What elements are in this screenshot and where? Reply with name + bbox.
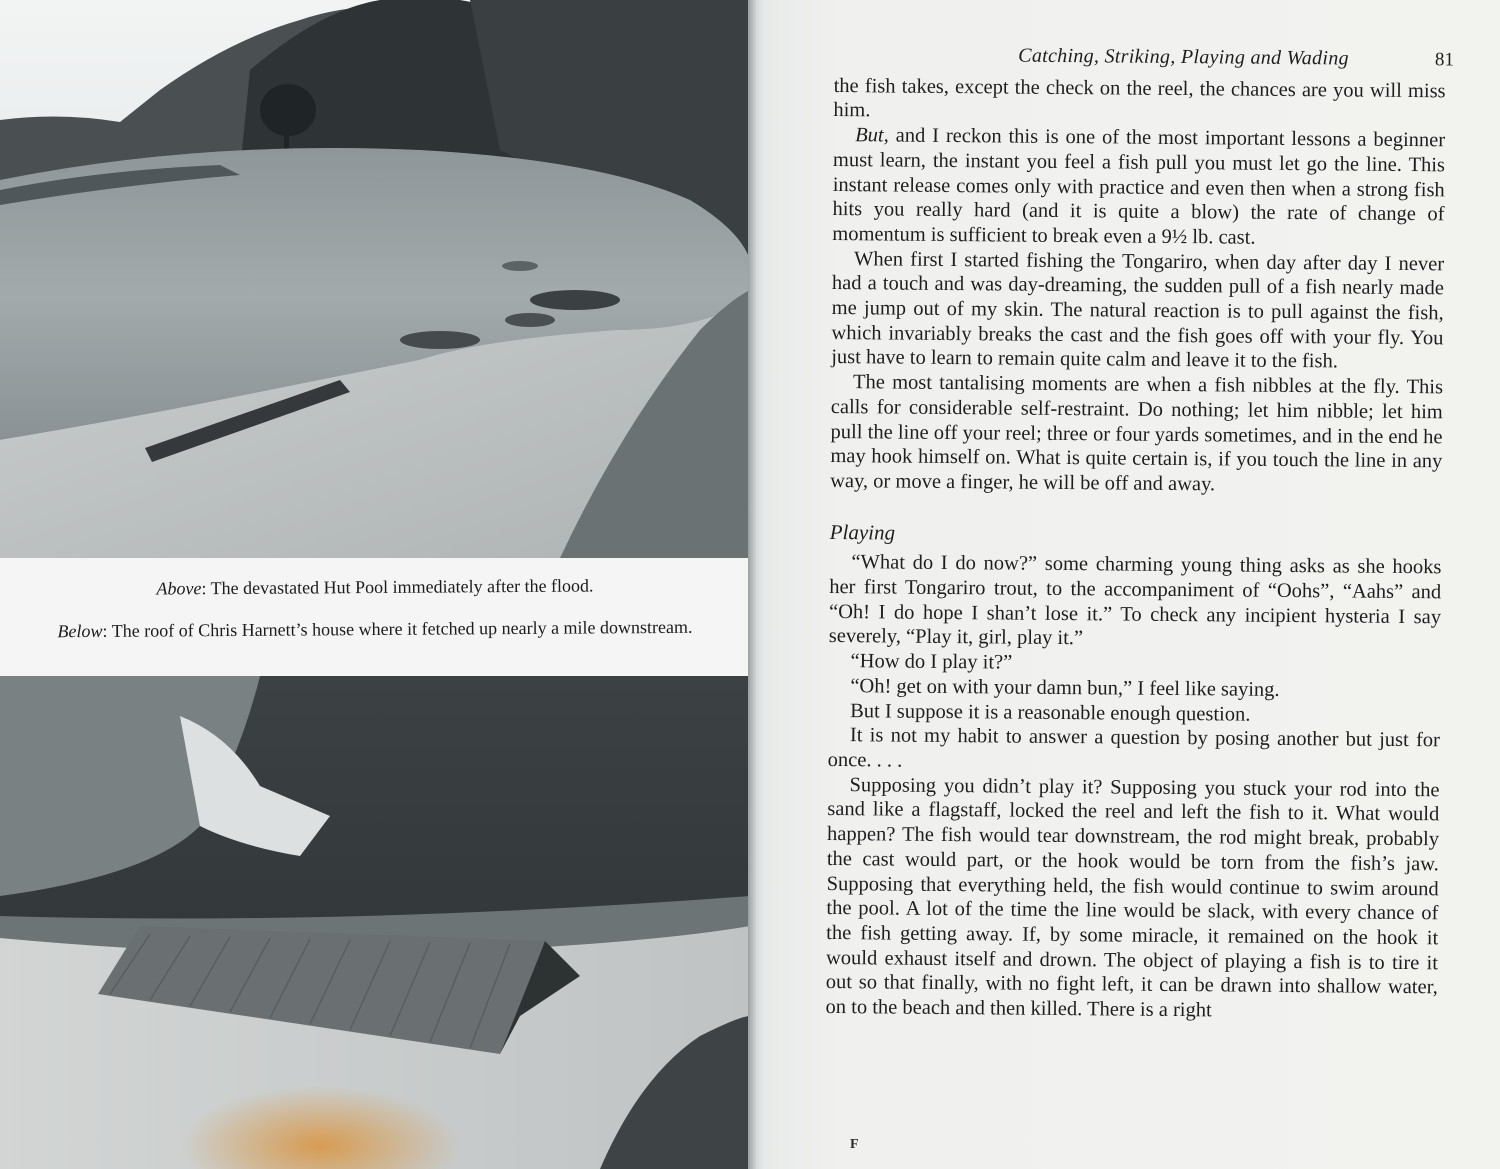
paragraph: The most tantalising moments are when a fish nibbles at the fly. This calls for considerable self-restraint. Do nothing; let him nibble; let him pull the line off your reel; three or four yards sometimes, and in the end he may hook himself on. What is quite certain is, if you touch the line in any way, or move a finger, he will be off and away.: [830, 371, 1444, 496]
house-roof-photo-icon: [0, 676, 750, 1169]
paragraph: “What do I do now?” some charming young thing asks as she hooks her first Tongariro trout, to the accompaniment of “Oohs”, “Aahs” and “Oh! I do hope I shan’t lose it.” To check any incipient hysteria I say severely, “Play it, girl, play it.”: [828, 551, 1442, 650]
caption-above-label: Above: [156, 578, 202, 599]
river-flood-photo: [0, 0, 750, 558]
paragraph: When first I started fishing the Tongariro, when day after day I never had a touch and was day-dreaming, the sudden pull of a fish nearly made me jump out of my skin. The natural reaction is to pull against the fish, which invariably breaks the cast and the fish goes off with your fly. You just have to learn to remain quite calm and leave it to the fish.: [831, 247, 1445, 373]
paragraph-but: [832, 123, 1445, 252]
paragraph: But I suppose it is a reasonable enough question.: [850, 699, 1251, 726]
caption-above-text: : The devastated Hut Pool immediately after the flood.: [201, 575, 594, 599]
caption-below-text: : The roof of Chris Harnett’s house where it fetched up nearly a mile downstream.: [102, 616, 693, 641]
running-head-title: Catching, Striking, Playing and Wading: [1018, 44, 1349, 70]
river-flood-photo-icon: [0, 0, 750, 558]
paragraph: Supposing you didn’t play it? Supposing you stuck your rod into the sand like a flagstaff, locked the reel and left the fish to it. What would happen? The fish would tear downstream, the rod might break, probably the cast would part, or the hook would be torn from the fish’s jaw. Supposing that everything held, the fish would continue to swim around the pool. A lot of the time the line would be slack, with every chance of the fish getting away. If, by some miracle, it remained on the hook it would exhaust itself and drown. The object of playing a fish is to tire it out so that finally, with no fight left, it can be drawn into shallow water, on to the beach and then killed. There is a right: [825, 773, 1440, 1022]
caption-below: [10, 615, 740, 642]
caption-above: [10, 573, 740, 600]
photo-caption: [0, 558, 750, 676]
house-roof-photo: [0, 676, 750, 1169]
paragraph: “Oh! get on with your damn bun,” I feel like saying.: [850, 675, 1280, 701]
running-head: [834, 42, 1454, 73]
caption-below-label: Below: [57, 620, 103, 642]
section-heading: Playing: [829, 519, 896, 545]
paragraph: It is not my habit to answer a question by posing another but just for once. . . .: [827, 724, 1441, 772]
paragraph: the fish takes, except the check on the reel, the chances are you will miss him.: [833, 74, 1446, 122]
page-number: 81: [1434, 49, 1454, 71]
signature-mark: F: [850, 1137, 859, 1152]
right-page: [766, 0, 1500, 1169]
paragraph-text: and I reckon this is one of the most important lessons a beginner must learn, the instant you feel a fish pull you must let go the line. This instant release comes only with practice and even then when a strong fish hits you really hard (and it is quite a blow) the rate of change of momentum is sufficient to break even a 9½ lb. cast.: [832, 124, 1446, 249]
emphasis-but: But,: [855, 124, 889, 147]
text-column: [825, 42, 1454, 1025]
paragraph: “How do I play it?”: [850, 650, 1013, 674]
